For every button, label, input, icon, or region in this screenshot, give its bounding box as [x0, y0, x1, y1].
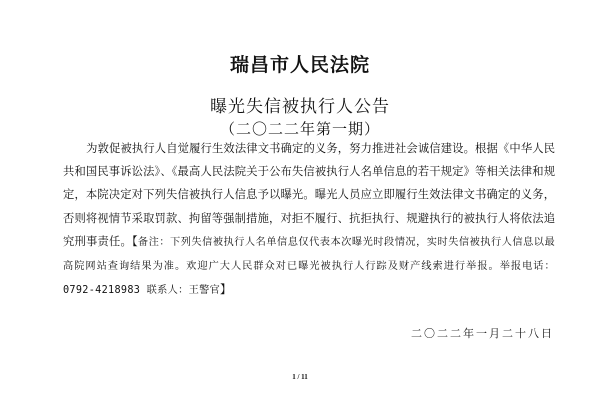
note-open-bracket: 【: [132, 234, 138, 248]
announcement-date: 二〇二二年一月二十八日: [411, 327, 554, 340]
announcement-body: [63, 137, 555, 302]
page-number: 1 / 11: [292, 373, 308, 381]
note-close-bracket: 】: [220, 283, 232, 297]
announcement-title: 曝光失信被执行人公告: [210, 97, 390, 117]
announcement-note: 备注：下列失信被执行人名单信息仅代表本次曝光时段情况，实时失信被执行人信息以最高院网站查询结果为准。欢迎广大人民群众对已曝光被执行人行踪及财产线索进行举报。举报电话：0792-4218983 联系人：王警官: [63, 236, 555, 297]
issue-number: （二〇二二年第一期）: [219, 120, 380, 138]
announcement-paragraph: 为敦促被执行人自觉履行生效法律文书确定的义务，努力推进社会诚信建设。根据《中华人民共和国民事诉讼法》、《最高人民法院关于公布失信被执行人名单信息的若干规定》等相关法律和规定，本院决定对下列失信被执行人信息予以曝光。曝光人员应立即履行生效法律文书确定的义务，否则将视情节采取罚款、拘留等强制措施，对拒不履行、抗拒执行、规避执行的被执行人将依法追究刑事责任。: [63, 142, 555, 248]
court-name: 瑞昌市人民法院: [229, 54, 370, 76]
